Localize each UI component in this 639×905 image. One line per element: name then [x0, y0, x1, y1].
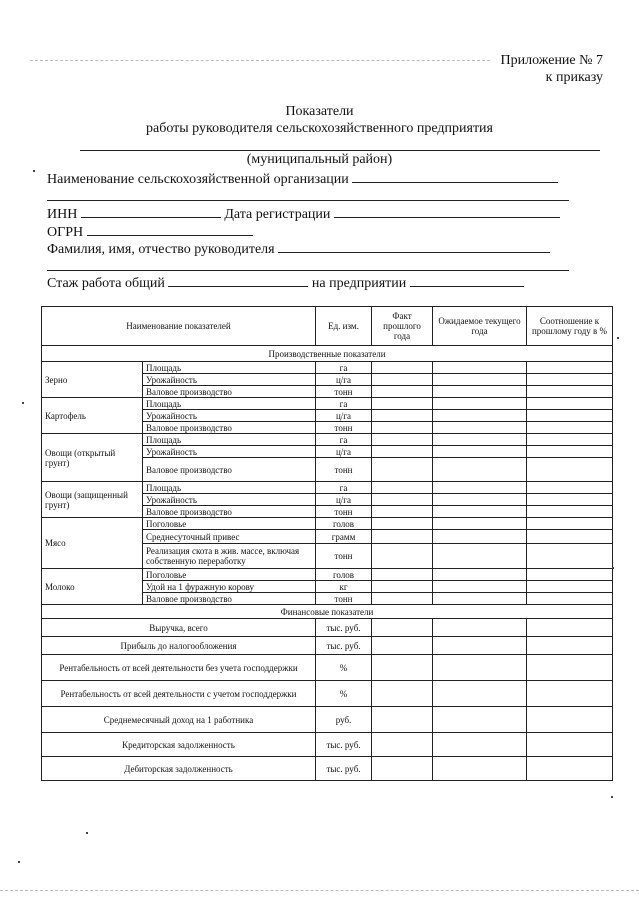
org-name-label: Наименование сельскохозяйственной организации: [47, 172, 349, 187]
row-label: Валовое производство: [143, 458, 316, 482]
table-row: [42, 733, 613, 757]
header-name: Наименование показателей: [42, 307, 316, 346]
ratio-cell[interactable]: [527, 398, 613, 410]
experience-total-blank[interactable]: [168, 274, 308, 287]
finance-row-unit: %: [316, 681, 372, 707]
experience-field: [47, 274, 524, 292]
row-unit: тонн: [316, 506, 372, 518]
ratio-cell[interactable]: [527, 681, 613, 707]
expected-cell[interactable]: [433, 374, 527, 386]
annex-number: Приложение № 7: [500, 53, 603, 68]
inn-regdate-field: [47, 205, 560, 223]
row-label: Площадь: [143, 398, 316, 410]
fact-cell[interactable]: [372, 707, 433, 733]
table-row: [42, 518, 613, 530]
expected-cell[interactable]: [433, 733, 527, 757]
fact-cell[interactable]: [372, 518, 433, 530]
finance-row-label: Среднемесячный доход на 1 работника: [42, 707, 316, 733]
expected-cell[interactable]: [433, 398, 527, 410]
header-expected: Ожидаемое текущего года: [433, 307, 527, 346]
fact-cell[interactable]: [372, 569, 433, 581]
org-name-field: [47, 170, 558, 188]
ratio-cell[interactable]: [527, 362, 613, 374]
experience-total-label: Стаж работа общий: [47, 276, 165, 291]
row-unit: тонн: [316, 458, 372, 482]
fact-cell[interactable]: [372, 386, 433, 398]
ratio-cell[interactable]: [527, 707, 613, 733]
row-unit: тонн: [316, 544, 372, 569]
district-line: [80, 150, 600, 151]
finance-row-label: Кредиторская задолженность: [42, 733, 316, 757]
ogrn-label: ОГРН: [47, 225, 84, 240]
ratio-cell[interactable]: [527, 757, 613, 781]
row-label: Поголовье: [143, 518, 316, 530]
ratio-cell[interactable]: [527, 458, 613, 482]
district-caption: (муниципальный район): [246, 152, 393, 167]
expected-cell[interactable]: [433, 530, 527, 544]
expected-cell[interactable]: [433, 518, 527, 530]
header-fact: Факт прошлого года: [372, 307, 433, 346]
fact-cell[interactable]: [372, 458, 433, 482]
expected-cell[interactable]: [433, 410, 527, 422]
finance-row-label: Прибыль до налогообложения: [42, 637, 316, 655]
production-section-title: Производственные показатели: [42, 346, 613, 362]
row-label: Среднесуточный привес: [143, 530, 316, 544]
expected-cell[interactable]: [433, 757, 527, 781]
row-unit: га: [316, 398, 372, 410]
fact-cell[interactable]: [372, 530, 433, 544]
org-name-blank[interactable]: [352, 170, 558, 183]
expected-cell[interactable]: [433, 482, 527, 494]
fact-cell[interactable]: [372, 733, 433, 757]
ratio-cell[interactable]: [527, 386, 613, 398]
scan-speck: [617, 337, 619, 339]
row-unit: грамм: [316, 530, 372, 544]
finance-row-unit: тыс. руб.: [316, 733, 372, 757]
row-unit: га: [316, 362, 372, 374]
section-row-finance: [42, 605, 613, 619]
fact-cell[interactable]: [372, 374, 433, 386]
document-title: Показатели: [285, 104, 354, 119]
scan-speck: [612, 567, 614, 569]
finance-row-unit: тыс. руб.: [316, 757, 372, 781]
fact-cell[interactable]: [372, 398, 433, 410]
table-row: [42, 681, 613, 707]
finance-row-unit: %: [316, 655, 372, 681]
ratio-cell[interactable]: [527, 581, 613, 593]
expected-cell[interactable]: [433, 619, 527, 637]
ratio-cell[interactable]: [527, 733, 613, 757]
row-label: Урожайность: [143, 410, 316, 422]
ratio-cell[interactable]: [527, 619, 613, 637]
fact-cell[interactable]: [372, 637, 433, 655]
expected-cell[interactable]: [433, 386, 527, 398]
row-unit: ц/га: [316, 410, 372, 422]
table-row: [42, 398, 613, 410]
finance-row-label: Дебиторская задолженность: [42, 757, 316, 781]
group-label: Зерно: [42, 362, 143, 398]
expected-cell[interactable]: [433, 458, 527, 482]
table-row: [42, 619, 613, 637]
finance-row-unit: тыс. руб.: [316, 619, 372, 637]
table-row: [42, 569, 613, 581]
fact-cell[interactable]: [372, 434, 433, 446]
reg-date-label: Дата регистрации: [224, 207, 331, 222]
group-label: Мясо: [42, 518, 143, 569]
table-header-row: [42, 307, 613, 346]
ratio-cell[interactable]: [527, 530, 613, 544]
row-label: Поголовье: [143, 569, 316, 581]
expected-cell[interactable]: [433, 655, 527, 681]
fact-cell[interactable]: [372, 482, 433, 494]
reg-date-blank[interactable]: [334, 205, 560, 218]
table-row: [42, 434, 613, 446]
head-name-blank[interactable]: [278, 240, 550, 253]
row-unit: голов: [316, 569, 372, 581]
row-unit: тонн: [316, 422, 372, 434]
row-unit: га: [316, 434, 372, 446]
row-label: Урожайность: [143, 446, 316, 458]
group-label: Овощи (открытый грунт): [42, 434, 143, 482]
scan-speck: [18, 861, 20, 863]
ratio-cell[interactable]: [527, 374, 613, 386]
row-label: Реализация скота в жив. массе, включая собственную переработку: [143, 544, 316, 569]
head-name-field: [47, 240, 550, 258]
group-label: Овощи (защищенный грунт): [42, 482, 143, 518]
table-row: [42, 637, 613, 655]
expected-cell[interactable]: [433, 569, 527, 581]
row-label: Площадь: [143, 434, 316, 446]
head-name-label: Фамилия, имя, отчество руководителя: [47, 242, 275, 257]
section-row-production: [42, 346, 613, 362]
expected-cell[interactable]: [433, 637, 527, 655]
scan-speck: [33, 170, 35, 172]
ratio-cell[interactable]: [527, 446, 613, 458]
inn-blank[interactable]: [81, 205, 221, 218]
row-unit: ц/га: [316, 374, 372, 386]
experience-enterprise-blank[interactable]: [410, 274, 524, 287]
indicators-table: [41, 306, 613, 781]
fact-cell[interactable]: [372, 506, 433, 518]
table-row: [42, 482, 613, 494]
ratio-cell[interactable]: [527, 518, 613, 530]
expected-cell[interactable]: [433, 494, 527, 506]
expected-cell[interactable]: [433, 434, 527, 446]
scan-speck: [86, 832, 88, 834]
fact-cell[interactable]: [372, 494, 433, 506]
ogrn-field: [47, 223, 253, 241]
row-label: Площадь: [143, 362, 316, 374]
scan-edge-bottom: [0, 890, 639, 891]
row-unit: кг: [316, 581, 372, 593]
row-label: Урожайность: [143, 494, 316, 506]
row-unit: га: [316, 482, 372, 494]
expected-cell[interactable]: [433, 446, 527, 458]
fact-cell[interactable]: [372, 593, 433, 605]
ratio-cell[interactable]: [527, 593, 613, 605]
ratio-cell[interactable]: [527, 410, 613, 422]
row-label: Площадь: [143, 482, 316, 494]
group-label: Молоко: [42, 569, 143, 605]
row-unit: ц/га: [316, 494, 372, 506]
fact-cell[interactable]: [372, 362, 433, 374]
fact-cell[interactable]: [372, 446, 433, 458]
expected-cell[interactable]: [433, 362, 527, 374]
fact-cell[interactable]: [372, 655, 433, 681]
inn-label: ИНН: [47, 207, 78, 222]
table-row: [42, 655, 613, 681]
ratio-cell[interactable]: [527, 482, 613, 494]
row-label: Урожайность: [143, 374, 316, 386]
row-label: Валовое производство: [143, 593, 316, 605]
table-row: [42, 757, 613, 781]
row-unit: ц/га: [316, 446, 372, 458]
fact-cell[interactable]: [372, 681, 433, 707]
row-label: Валовое производство: [143, 422, 316, 434]
fact-cell[interactable]: [372, 422, 433, 434]
ratio-cell[interactable]: [527, 637, 613, 655]
finance-row-unit: тыс. руб.: [316, 637, 372, 655]
scan-speck: [611, 796, 613, 798]
group-label: Картофель: [42, 398, 143, 434]
header-unit: Ед. изм.: [316, 307, 372, 346]
table-row: [42, 362, 613, 374]
annex-order: к приказу: [545, 70, 603, 85]
row-unit: тонн: [316, 386, 372, 398]
experience-enterprise-label: на предприятии: [311, 276, 407, 291]
ratio-cell[interactable]: [527, 494, 613, 506]
ratio-cell[interactable]: [527, 434, 613, 446]
fact-cell[interactable]: [372, 757, 433, 781]
scan-edge-top: [30, 60, 490, 61]
row-unit: тонн: [316, 593, 372, 605]
expected-cell[interactable]: [433, 581, 527, 593]
fact-cell[interactable]: [372, 410, 433, 422]
expected-cell[interactable]: [433, 506, 527, 518]
scan-speck: [22, 402, 24, 404]
row-label: Удой на 1 фуражную корову: [143, 581, 316, 593]
row-label: Валовое производство: [143, 506, 316, 518]
finance-row-label: Рентабельность от всей деятельности с учетом господдержки: [42, 681, 316, 707]
finance-section-title: Финансовые показатели: [42, 605, 613, 619]
expected-cell[interactable]: [433, 544, 527, 569]
finance-row-label: Выручка, всего: [42, 619, 316, 637]
ratio-cell[interactable]: [527, 506, 613, 518]
ratio-cell[interactable]: [527, 544, 613, 569]
org-name-line-2: [47, 200, 569, 201]
head-name-line-2: [47, 270, 569, 271]
finance-row-unit: руб.: [316, 707, 372, 733]
finance-row-label: Рентабельность от всей деятельности без учета господдержки: [42, 655, 316, 681]
expected-cell[interactable]: [433, 422, 527, 434]
row-unit: голов: [316, 518, 372, 530]
fact-cell[interactable]: [372, 619, 433, 637]
document-subtitle: работы руководителя сельскохозяйственного предприятия: [146, 121, 493, 136]
fact-cell[interactable]: [372, 544, 433, 569]
annex-header: [501, 52, 604, 86]
header-ratio: Соотношение к прошлому году в %: [527, 307, 613, 346]
row-label: Валовое производство: [143, 386, 316, 398]
expected-cell[interactable]: [433, 707, 527, 733]
table-row: [42, 707, 613, 733]
expected-cell[interactable]: [433, 593, 527, 605]
ratio-cell[interactable]: [527, 569, 613, 581]
expected-cell[interactable]: [433, 681, 527, 707]
ratio-cell[interactable]: [527, 655, 613, 681]
ratio-cell[interactable]: [527, 422, 613, 434]
fact-cell[interactable]: [372, 581, 433, 593]
ogrn-blank[interactable]: [87, 223, 253, 236]
